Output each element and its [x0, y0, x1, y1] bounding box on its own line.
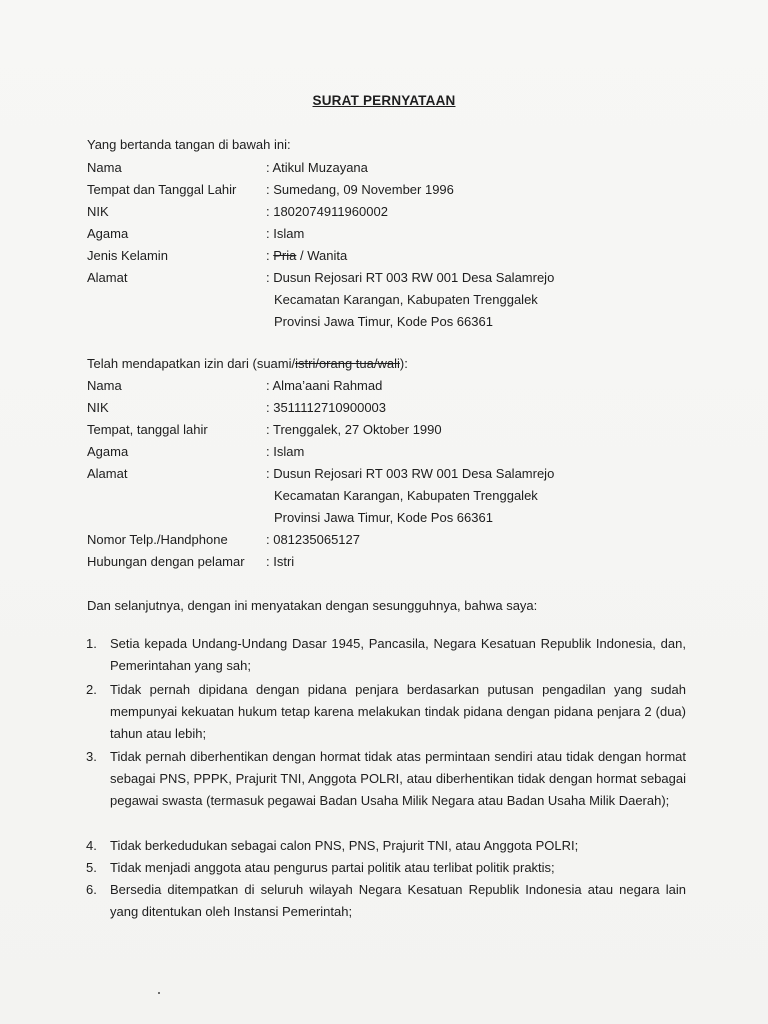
- applicant-nik-value: : 1802074911960002: [266, 204, 388, 219]
- list-item-text: Tidak menjadi anggota atau pengurus partai politik atau terlibat politik praktis;: [110, 860, 555, 875]
- applicant-religion-value: : Islam: [266, 226, 305, 241]
- permission-intro-prefix: Telah mendapatkan izin dari (suami/: [87, 356, 296, 371]
- gender-selected-option: / Wanita: [296, 248, 348, 263]
- spouse-phone-value: : 081235065127: [266, 532, 360, 547]
- spouse-birth-label: Tempat, tanggal lahir: [87, 422, 208, 437]
- applicant-address-line2: Kecamatan Karangan, Kabupaten Trenggalek: [274, 292, 538, 307]
- spouse-address-line3: Provinsi Jawa Timur, Kode Pos 66361: [274, 510, 493, 525]
- applicant-address-label: Alamat: [87, 270, 128, 285]
- list-item-text: Tidak berkedudukan sebagai calon PNS, PNS, Prajurit TNI, atau Anggota POLRI;: [110, 838, 579, 853]
- spouse-nik-value: : 3511112710900003: [266, 400, 387, 415]
- applicant-address-line1: : Dusun Rejosari RT 003 RW 001 Desa Salamrejo: [266, 270, 555, 285]
- list-item-number: 4.: [86, 838, 97, 853]
- relation-value: : Istri: [266, 554, 295, 569]
- applicant-name-label: Nama: [87, 160, 122, 175]
- document-title: SURAT PERNYATAAN: [312, 93, 456, 108]
- list-item-number: 3.: [86, 749, 97, 764]
- gender-separator: :: [266, 248, 274, 263]
- scan-speck: [158, 992, 160, 994]
- list-item-number: 6.: [86, 882, 97, 897]
- permission-intro: [87, 356, 408, 371]
- applicant-nik-label: NIK: [87, 204, 109, 219]
- list-item-number: 5.: [86, 860, 97, 875]
- spouse-address-line2: Kecamatan Karangan, Kabupaten Trenggalek: [274, 488, 538, 503]
- permission-intro-struck: istri/orang tua/wali: [295, 356, 400, 371]
- applicant-name-value: : Atikul Muzayana: [266, 160, 368, 175]
- spouse-religion-label: Agama: [87, 444, 129, 459]
- list-item-text: Bersedia ditempatkan di seluruh wilayah Negara Kesatuan Republik Indonesia atau negara lain yang ditentukan oleh Instansi Pemerintah;: [110, 882, 686, 920]
- spouse-birth-value: : Trenggalek, 27 Oktober 1990: [266, 422, 442, 437]
- list-item-text: Tidak pernah dipidana dengan pidana penjara berdasarkan putusan pengadilan yang sudah mempunyai kekuatan hukum tetap karena melakukan tindak pidana dengan pidana penjara 2 (dua) tahun atau lebih;: [110, 682, 686, 742]
- applicant-birth-value: : Sumedang, 09 November 1996: [266, 182, 454, 197]
- list-item-text: Tidak pernah diberhentikan dengan hormat tidak atas permintaan sendiri atau tidak dengan hormat sebagai PNS, PPPK, Prajurit TNI, Anggota POLRI, atau diberhentikan tidak dengan hormat sebagai pegawai swasta (termasuk pegawai Badan Usaha Milik Negara atau Badan Usaha Milik Daerah);: [110, 749, 686, 809]
- applicant-address-line3: Provinsi Jawa Timur, Kode Pos 66361: [274, 314, 493, 329]
- gender-struck-option: Pria: [273, 248, 297, 263]
- intro-text: Yang bertanda tangan di bawah ini:: [87, 137, 291, 152]
- relation-label: Hubungan dengan pelamar: [87, 554, 245, 569]
- spouse-religion-value: : Islam: [266, 444, 305, 459]
- list-item-number: 1.: [86, 636, 97, 651]
- applicant-gender-label: Jenis Kelamin: [87, 248, 168, 263]
- applicant-religion-label: Agama: [87, 226, 129, 241]
- list-item-text: Setia kepada Undang-Undang Dasar 1945, Pancasila, Negara Kesatuan Republik Indonesia, dan, Pemerintahan yang sah;: [110, 636, 686, 674]
- applicant-birth-label: Tempat dan Tanggal Lahir: [87, 182, 237, 197]
- spouse-phone-label: Nomor Telp./Handphone: [87, 532, 228, 547]
- statement-intro: Dan selanjutnya, dengan ini menyatakan dengan sesungguhnya, bahwa saya:: [87, 598, 538, 613]
- spouse-name-label: Nama: [87, 378, 122, 393]
- applicant-gender-value: [266, 248, 347, 263]
- spouse-address-label: Alamat: [87, 466, 128, 481]
- spouse-nik-label: NIK: [87, 400, 109, 415]
- list-item-number: 2.: [86, 682, 97, 697]
- spouse-address-line1: : Dusun Rejosari RT 003 RW 001 Desa Salamrejo: [266, 466, 555, 481]
- permission-intro-suffix: ):: [399, 356, 408, 371]
- spouse-name-value: : Alma’aani Rahmad: [266, 378, 383, 393]
